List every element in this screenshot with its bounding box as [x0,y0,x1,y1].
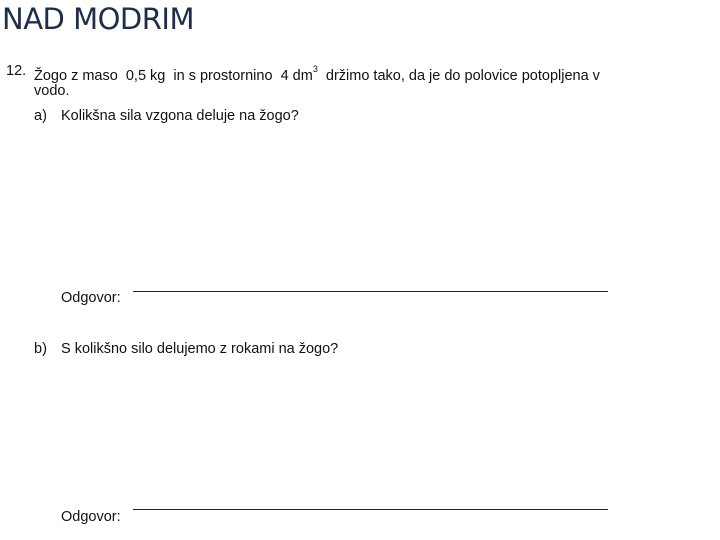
page-title: NAD MODRIM [2,2,194,36]
answer-b-label: Odgovor: [61,509,121,525]
problem-statement-line-2: vodo. [34,83,70,99]
volume-unit: dm [292,67,313,84]
problem-text-start: Žogo z maso [34,67,118,84]
problem-statement-line-1 [34,62,600,85]
volume-number: 4 [280,67,289,84]
question-b-text: S kolikšno silo delujemo z rokami na žogo? [61,341,339,357]
question-b-label: b) [34,341,47,357]
answer-a-label: Odgovor: [61,290,121,306]
problem-text-end: držimo tako, da je do polovice potopljena v [325,67,600,84]
volume-value [280,64,318,84]
answer-b-line[interactable] [133,509,608,510]
problem-text-mid: in s prostornino [173,67,273,84]
question-a-label: a) [34,108,47,124]
volume-exponent: 3 [312,64,318,74]
mass-value: 0,5 kg [125,67,166,84]
question-a-text: Kolikšna sila vzgona deluje na žogo? [61,108,299,124]
problem-number: 12. [6,63,27,79]
answer-a-line[interactable] [133,291,608,292]
